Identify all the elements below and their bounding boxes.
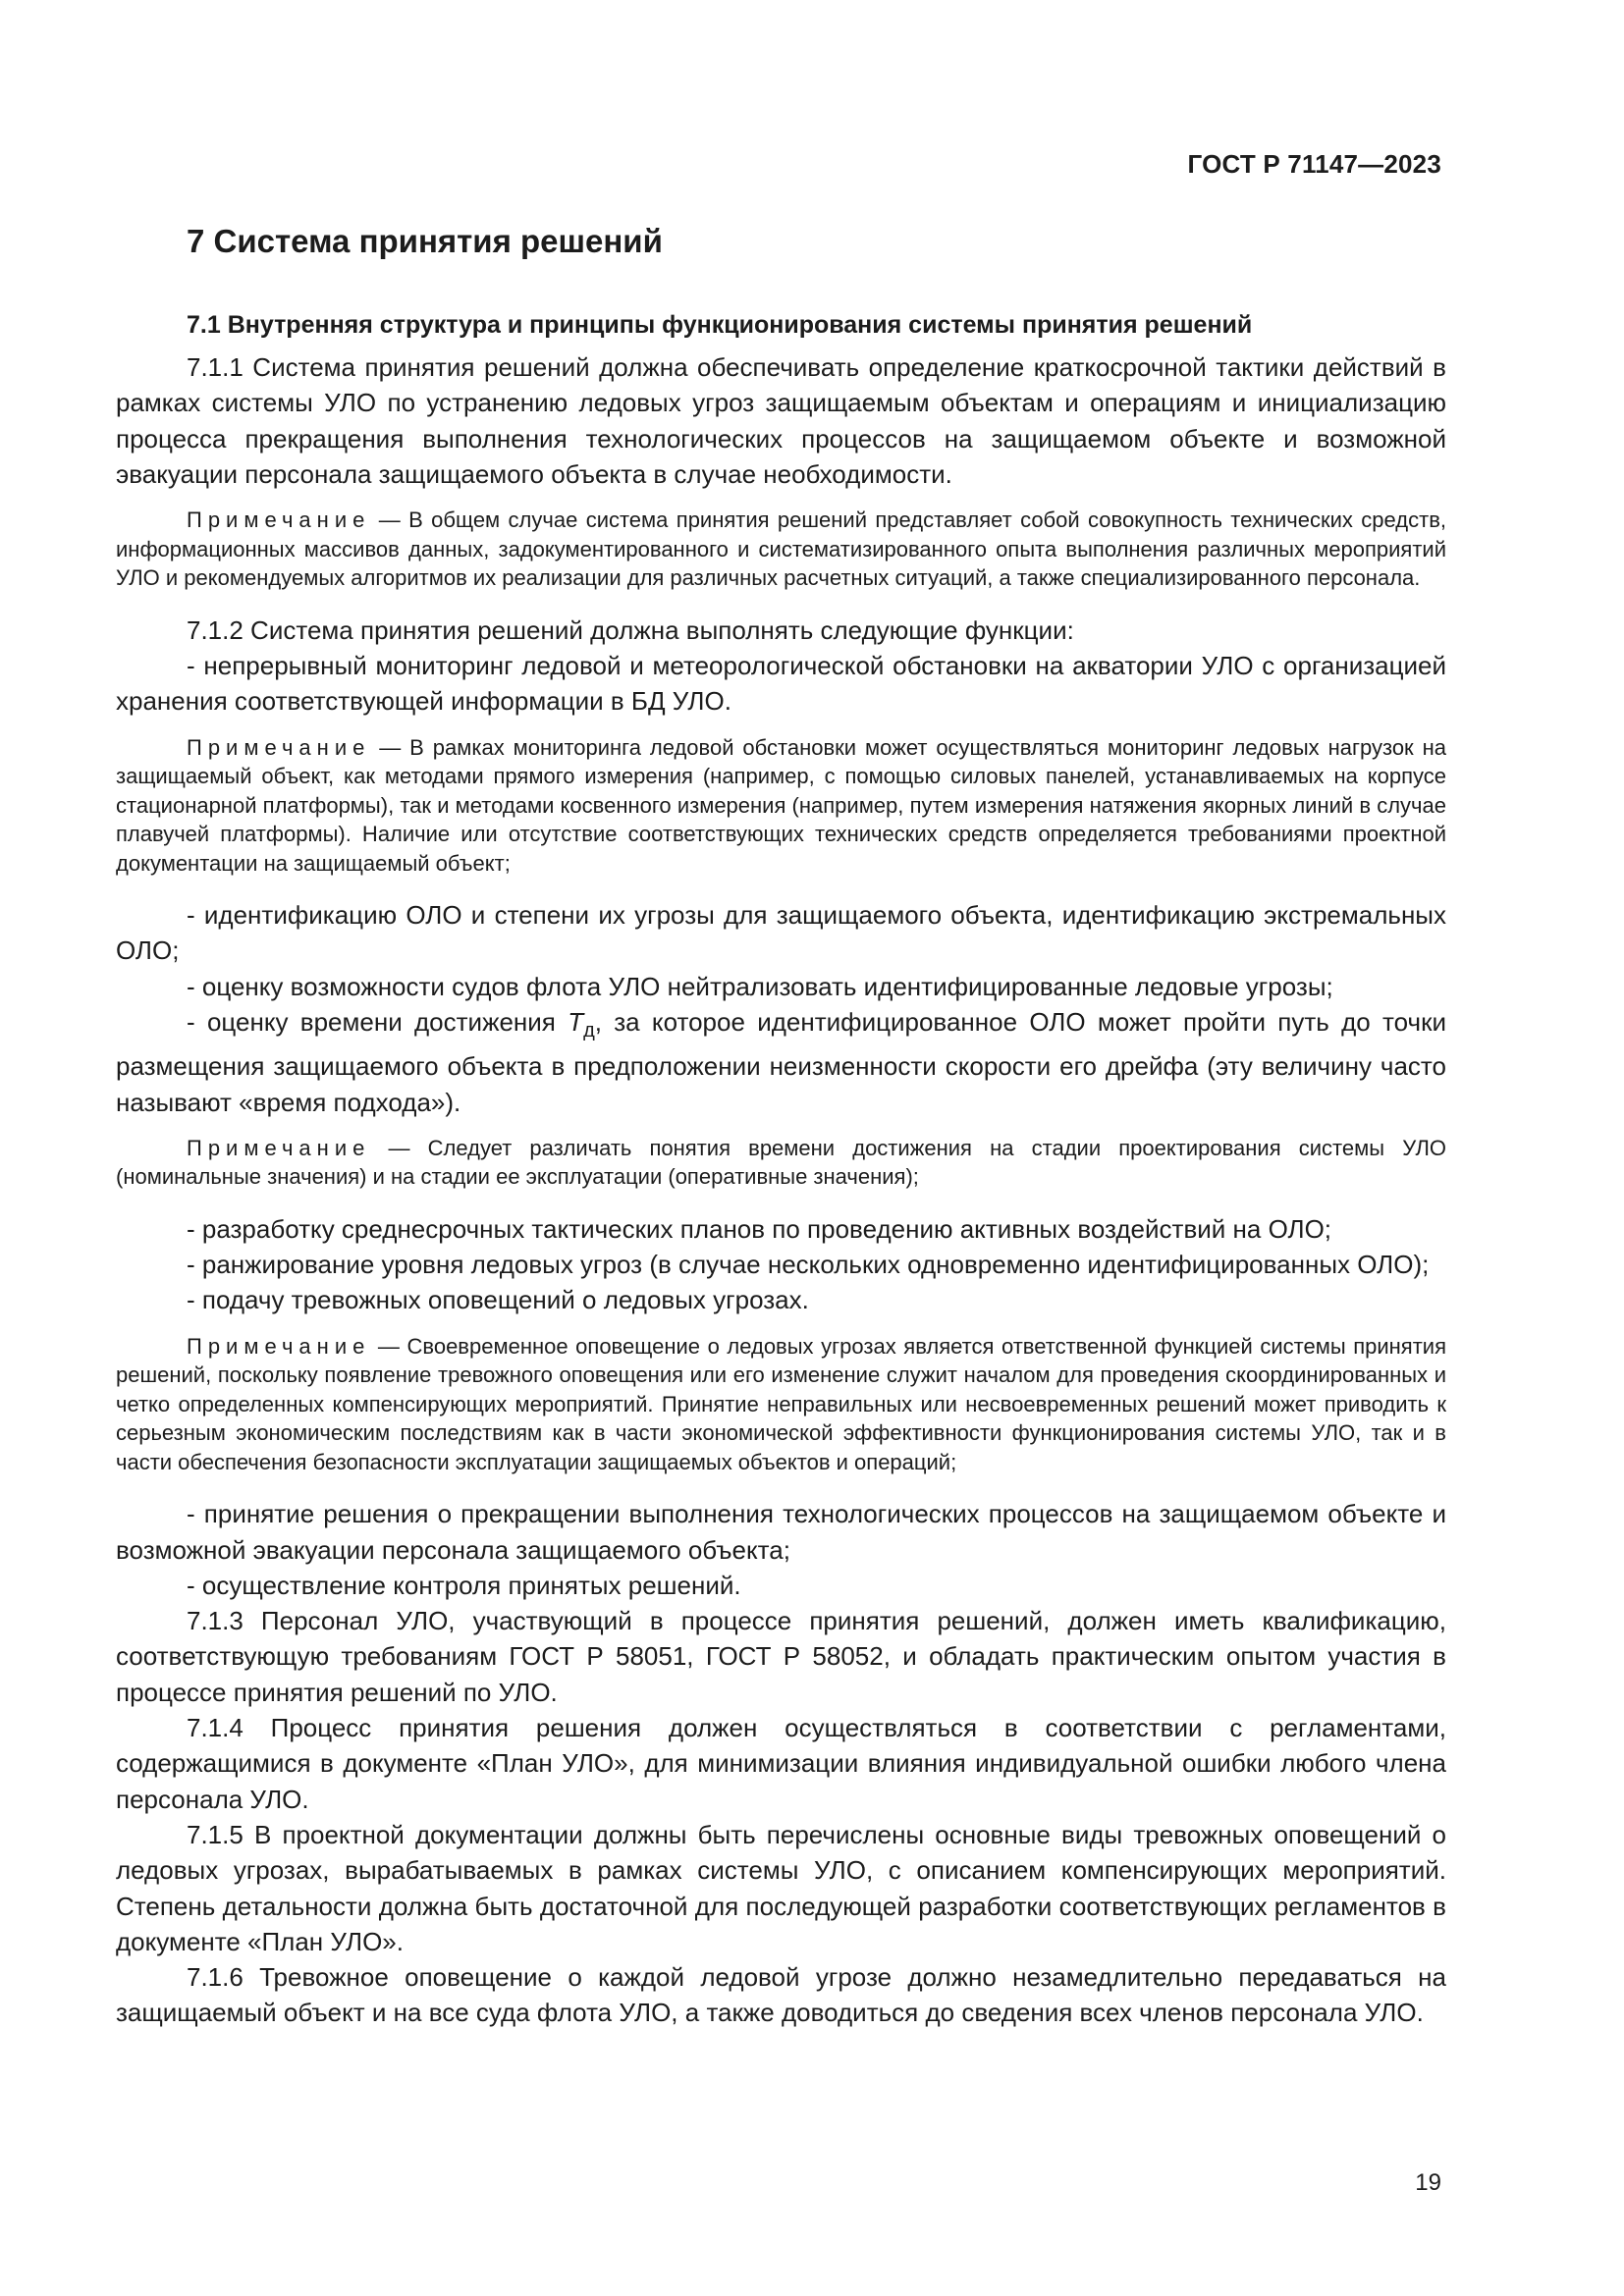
note-label: Примечание xyxy=(187,734,371,760)
time-symbol-subscript: д xyxy=(583,1019,595,1041)
section-title: 7 Система принятия решений xyxy=(187,223,663,259)
list-item-decision-control: - осуществление контроля принятых решений. xyxy=(187,1570,741,1600)
item4-text-b: , за которое идентифицированное ОЛО может пройти путь до точки размещения защищаемого объекта в предположении неизменности скорости его дрейфа (эту величину часто называют «время подхода»). xyxy=(116,1006,1446,1117)
note-3 xyxy=(116,1134,1446,1192)
list-item-evacuation-decision: - принятие решения о прекращении выполнения технологических процессов на защищаемом объекте и возможной эвакуации персонала защищаемого объекта; xyxy=(116,1499,1446,1565)
note-2-text: — В рамках мониторинга ледовой обстановки может осуществляться мониторинг ледовых нагрузок на защищаемый объект, как методами прямого измерения (например, с помощью силовых панелей, устанавливаемых на корпусе стационарной платформы), так и методами косвенного измерения (например, путем измерения натяжения якорных линий в случае плавучей платформы). Наличие или отсутствие соответствующих технических средств определяется требованиями проектной документации на защищаемый объект; xyxy=(116,734,1446,876)
list-item-identification: - идентификацию ОЛО и степени их угрозы для защищаемого объекта, идентификацию экстремальных ОЛО; xyxy=(116,900,1446,966)
note-1-text: — В общем случае система принятия решений представляет собой совокупность технических средств, информационных массивов данных, задокументированного и систематизированного опыта выполнения различных мероприятий УЛО и рекомендуемых алгоритмов их реализации для различных расчетных ситуаций, а также специализированного персонала. xyxy=(116,507,1446,591)
list-item-fleet-capability: - оценку возможности судов флота УЛО нейтрализовать идентифицированные ледовые угрозы; xyxy=(187,971,1333,1001)
note-2 xyxy=(116,733,1446,879)
paragraph-7-1-4: 7.1.4 Процесс принятия решения должен осуществляться в соответствии с регламентами, содержащимися в документе «План УЛО», для минимизации влияния индивидуальной ошибки любого члена персонала УЛО. xyxy=(116,1713,1446,1814)
note-1 xyxy=(116,506,1446,593)
time-symbol: T xyxy=(568,1006,584,1037)
list-item-alerts: - подачу тревожных оповещений о ледовых угрозах. xyxy=(187,1285,809,1315)
list-item-threat-ranking: - ранжирование уровня ледовых угроз (в случае нескольких одновременно идентифицированных ОЛО); xyxy=(187,1250,1430,1280)
list-item-monitoring: - непрерывный мониторинг ледовой и метеорологической обстановки на акватории УЛО с организацией хранения соответствующей информации в БД УЛО. xyxy=(116,650,1446,717)
note-4 xyxy=(116,1332,1446,1477)
document-id-header: ГОСТ Р 71147—2023 xyxy=(1187,149,1441,179)
paragraph-7-1-2: 7.1.2 Система принятия решений должна выполнять следующие функции: xyxy=(187,614,1074,645)
note-label: Примечание xyxy=(187,1135,371,1160)
list-item-arrival-time xyxy=(116,1004,1446,1120)
paragraph-7-1-3: 7.1.3 Персонал УЛО, участвующий в процессе принятия решений, должен иметь квалификацию, соответствующую требованиям ГОСТ Р 58051, ГОСТ Р 58052, и обладать практическим опытом участия в процессе принятия решений по УЛО. xyxy=(116,1606,1446,1707)
subsection-title: 7.1 Внутренняя структура и принципы функционирования системы принятия решений xyxy=(187,311,1253,339)
note-4-text: — Своевременное оповещение о ледовых угрозах является ответственной функцией системы принятия решений, поскольку появление тревожного оповещения или его изменение служит началом для проведения скоординированных и четко определенных компенсирующих мероприятий. Принятие неправильных или несвоевременных решений может приводить к серьезным экономическим последствиям как в части экономической эффективности функционирования системы УЛО, так и в части обеспечения безопасности эксплуатации защищаемых объектов и операций; xyxy=(116,1333,1446,1474)
paragraph-7-1-6: 7.1.6 Тревожное оповещение о каждой ледовой угрозе должно незамедлительно передаваться на защищаемый объект и на все суда флота УЛО, а также доводиться до сведения всех членов персонала УЛО. xyxy=(116,1962,1446,2028)
note-label: Примечание xyxy=(187,1333,371,1359)
paragraph-7-1-5: 7.1.5 В проектной документации должны быть перечислены основные виды тревожных оповещений о ледовых угрозах, вырабатываемых в рамках системы УЛО, с описанием компенсирующих мероприятий. Степень детальности должна быть достаточной для последующей разработки соответствующих регламентов в документе «План УЛО». xyxy=(116,1819,1446,1956)
note-3-text: — Следует различать понятия времени достижения на стадии проектирования системы УЛО (номинальные значения) и на стадии ее эксплуатации (оперативные значения); xyxy=(116,1135,1446,1190)
page-number: 19 xyxy=(1415,2169,1441,2196)
page-content xyxy=(116,222,1446,2031)
list-item-tactical-plans: - разработку среднесрочных тактических планов по проведению активных воздействий на ОЛО; xyxy=(187,1213,1332,1244)
note-label: Примечание xyxy=(187,507,371,533)
paragraph-7-1-1: 7.1.1 Система принятия решений должна обеспечивать определение краткосрочной тактики действий в рамках системы УЛО по устранению ледовых угроз защищаемым объектам и операциям и инициализацию процесса прекращения выполнения технологических процессов на защищаемом объекте и возможной эвакуации персонала защищаемого объекта в случае необходимости. xyxy=(116,352,1446,489)
item4-text-a: - оценку времени достижения xyxy=(187,1006,568,1037)
